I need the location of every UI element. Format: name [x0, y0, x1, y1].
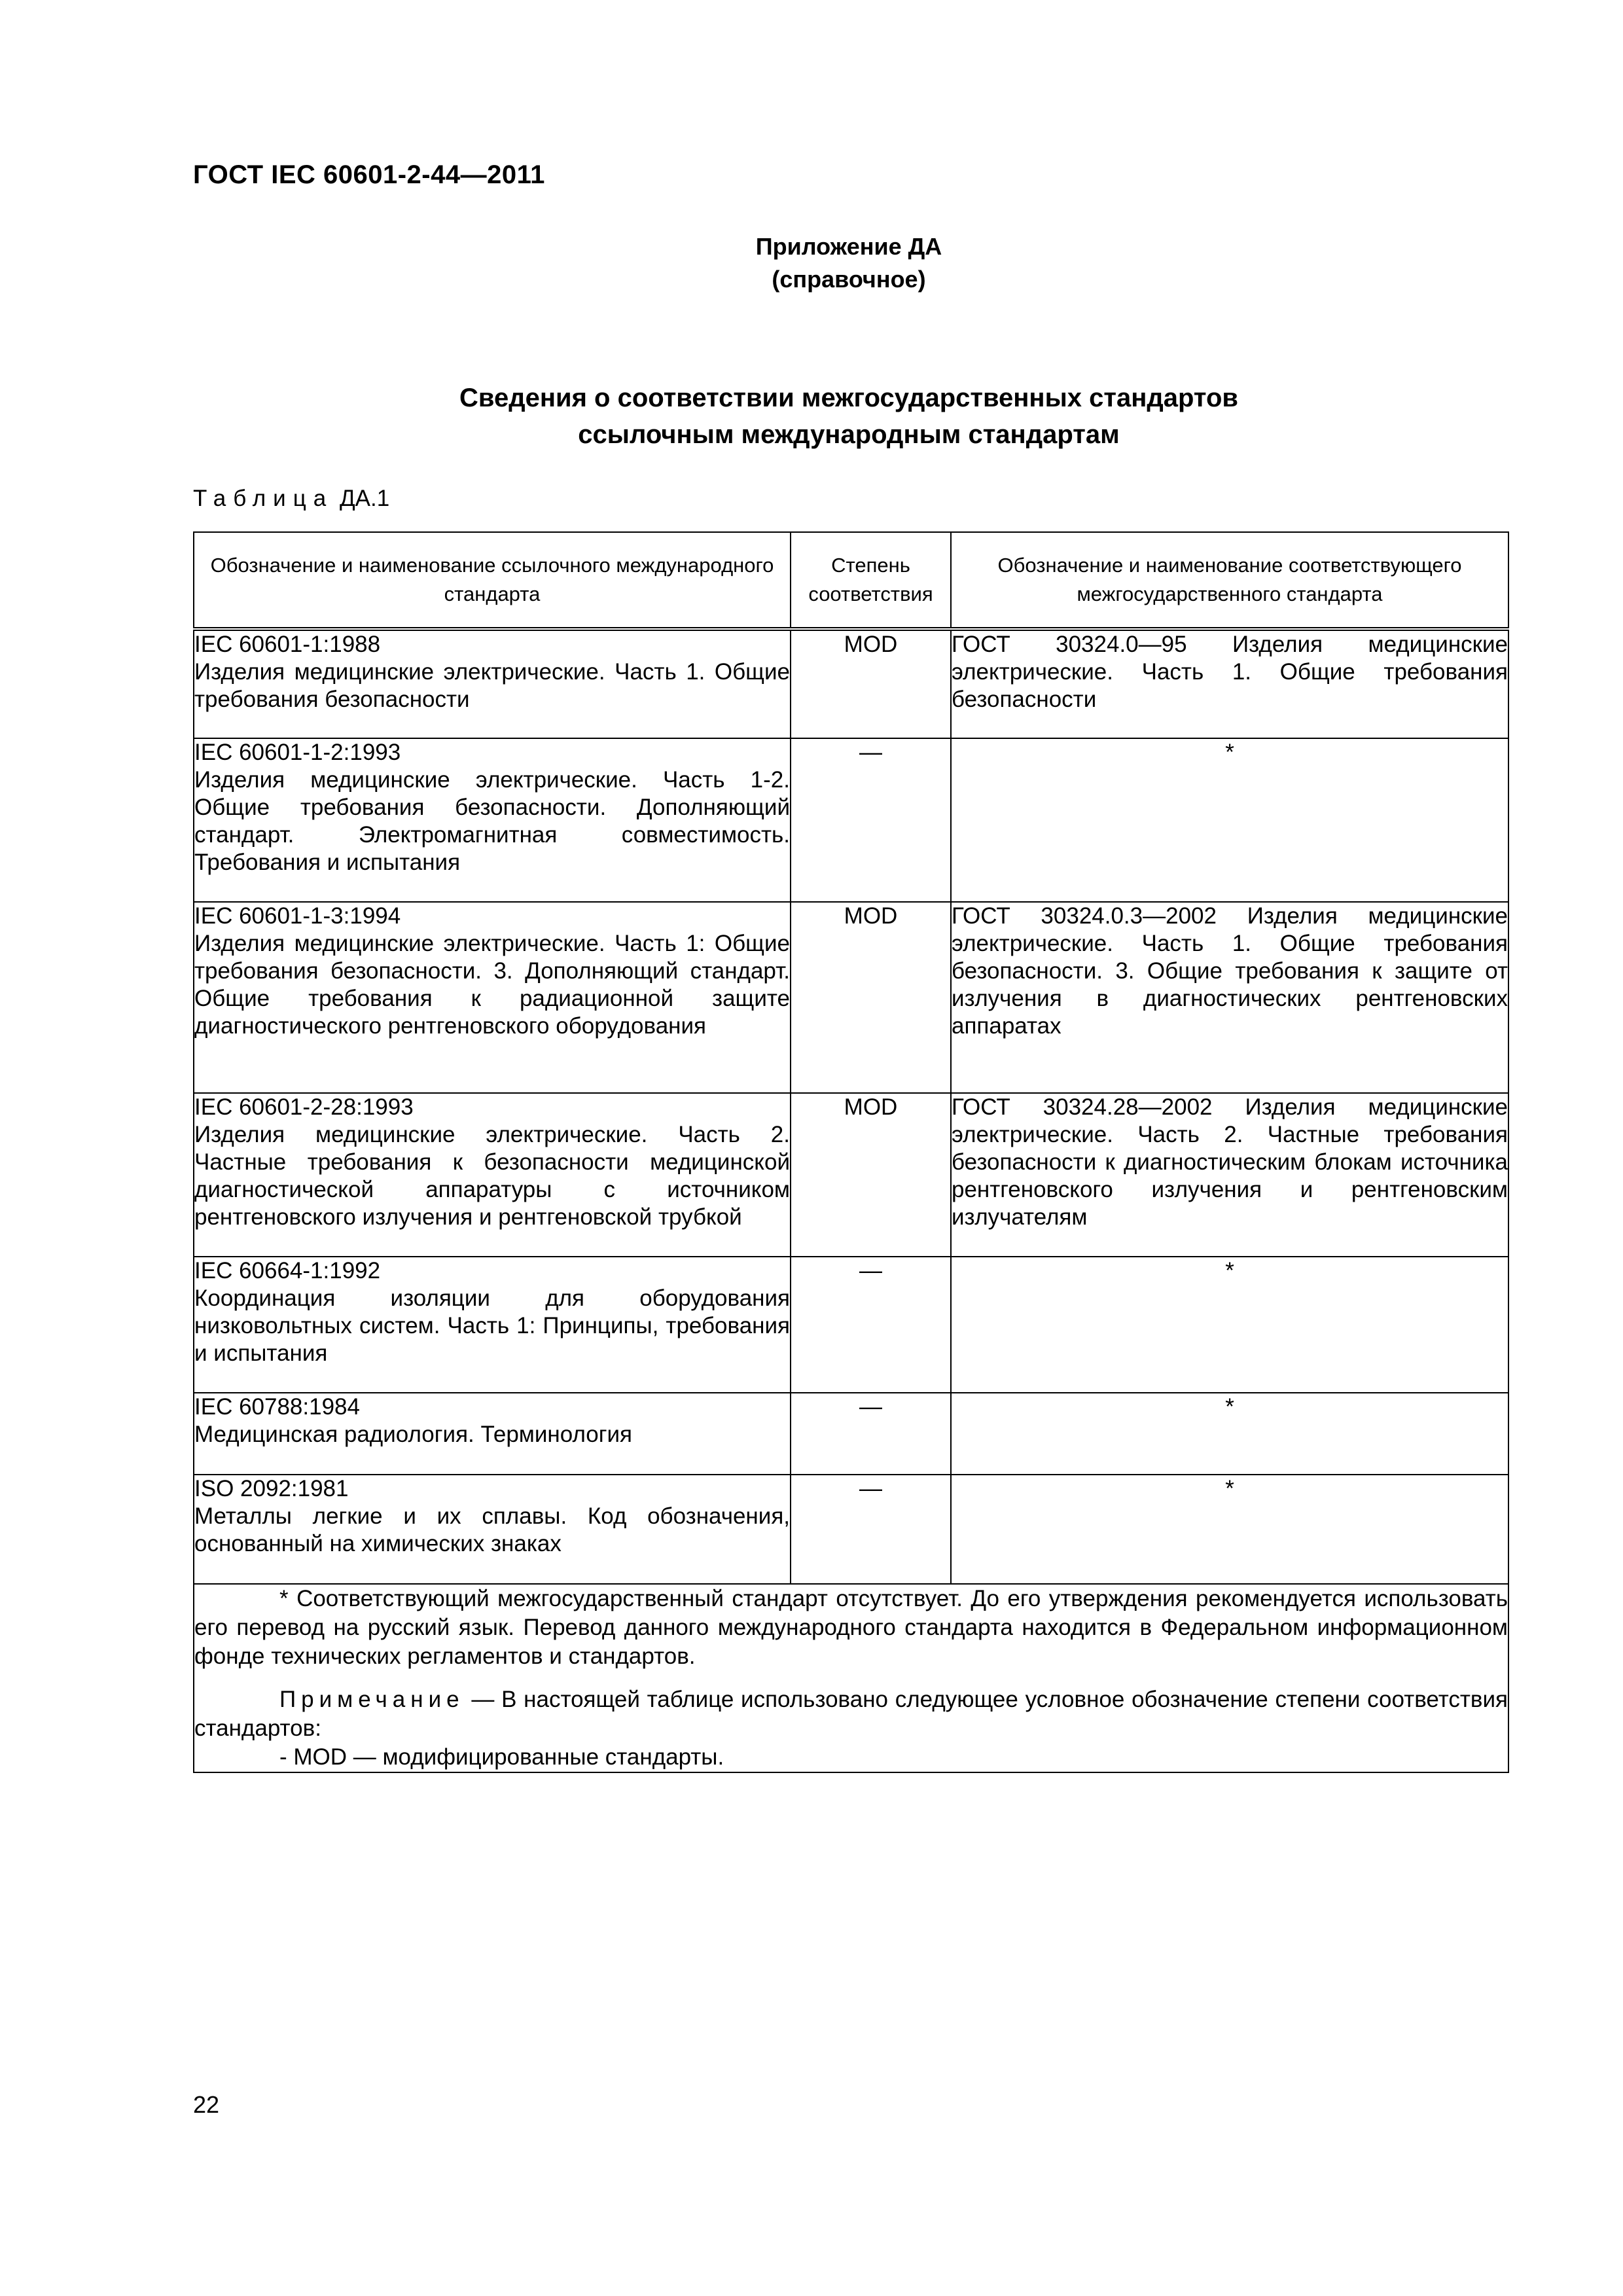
standard-name: Координация изоляции для оборудования низковольтных систем. Часть 1: Принципы, требования и испытания: [194, 1285, 790, 1366]
interstate-standard-cell: *: [951, 1257, 1508, 1393]
note-list-item: - MOD — модифицированные стандарты.: [279, 1744, 724, 1770]
table-header-row: [194, 532, 1508, 629]
correspondence-table: [193, 531, 1509, 1773]
appendix-kind: (справочное): [772, 266, 926, 293]
standard-name: Металлы легкие и их сплавы. Код обозначения, основанный на химических знаках: [194, 1503, 790, 1556]
degree-cell: MOD: [791, 902, 951, 1093]
header-interstate-standard: Обозначение и наименование соответствующего межгосударственного стандарта: [951, 532, 1508, 629]
standard-name: Изделия медицинские электрические. Часть 1. Общие требования безопасности: [194, 659, 790, 712]
footnote-cell: [194, 1584, 1508, 1772]
degree-cell: MOD: [791, 629, 951, 738]
footnote-row: [194, 1584, 1508, 1772]
international-standard-cell: [194, 1393, 791, 1475]
footnote-text: * Соответствующий межгосударственный стандарт отсутствует. До его утверждения рекомендуется использовать его перевод на русский язык. Перевод данного международного стандарта находится в Федеральном информационном фонде технических регламентов и стандартов.: [194, 1586, 1508, 1669]
table-row: [194, 1475, 1508, 1584]
standard-name: Изделия медицинские электрические. Часть 2. Частные требования к безопасности медицинской диагностической аппаратуры с источником рентгеновского излучения и рентгеновской трубкой: [194, 1122, 790, 1230]
table-row: [194, 1257, 1508, 1393]
page-title-line-2: ссылочным международным стандартам: [578, 420, 1120, 449]
document-designation: ГОСТ IEC 60601-2-44—2011: [193, 160, 545, 189]
table-row: [194, 629, 1508, 738]
table-row: [194, 1093, 1508, 1257]
interstate-standard-cell: *: [951, 1475, 1508, 1584]
header-degree: Степень соответствия: [791, 532, 951, 629]
page-number: 22: [193, 2091, 220, 2118]
page-title-line-1: Сведения о соответствии межгосударственных стандартов: [459, 384, 1238, 412]
degree-cell: —: [791, 738, 951, 902]
international-standard-cell: [194, 1475, 791, 1584]
standard-code: IEC 60601-1-3:1994: [194, 903, 401, 929]
note-text: — В настоящей таблице использовано следующее условное обозначение степени соответствия стандартов:: [194, 1687, 1508, 1741]
international-standard-cell: [194, 1093, 791, 1257]
appendix-title: Приложение ДА: [755, 233, 942, 260]
degree-cell: —: [791, 1475, 951, 1584]
degree-cell: —: [791, 1393, 951, 1475]
standard-code: IEC 60664-1:1992: [194, 1258, 381, 1283]
table-note: [194, 1685, 1508, 1743]
international-standard-cell: [194, 738, 791, 902]
table-label: [193, 486, 389, 512]
header-international-standard: Обозначение и наименование ссылочного международного стандарта: [194, 532, 791, 629]
table-row: [194, 902, 1508, 1093]
standard-name: Медицинская радиология. Терминология: [194, 1422, 632, 1447]
interstate-standard-cell: *: [951, 738, 1508, 902]
international-standard-cell: [194, 1257, 791, 1393]
international-standard-cell: [194, 629, 791, 738]
degree-cell: MOD: [791, 1093, 951, 1257]
table-label-prefix: Таблица: [193, 486, 334, 511]
degree-cell: —: [791, 1257, 951, 1393]
interstate-standard-cell: ГОСТ 30324.0—95 Изделия медицинские электрические. Часть 1. Общие требования безопасности: [951, 629, 1508, 738]
standard-code: IEC 60601-1-2:1993: [194, 740, 401, 765]
table-row: [194, 1393, 1508, 1475]
note-label: Примечание: [279, 1687, 465, 1712]
table-row: [194, 738, 1508, 902]
standard-code: IEC 60788:1984: [194, 1394, 360, 1420]
interstate-standard-cell: *: [951, 1393, 1508, 1475]
standard-code: IEC 60601-2-28:1993: [194, 1094, 414, 1120]
standard-name: Изделия медицинские электрические. Часть 1-2. Общие требования безопасности. Дополняющий стандарт. Электромагнитная совместимость. Требования и испытания: [194, 767, 790, 875]
table-label-number: ДА.1: [339, 486, 390, 511]
standard-code: IEC 60601-1:1988: [194, 632, 381, 657]
interstate-standard-cell: ГОСТ 30324.28—2002 Изделия медицинские электрические. Часть 2. Частные требования безопасности к диагностическим блокам источника рентгеновского излучения и рентгеновским излучателям: [951, 1093, 1508, 1257]
standard-name: Изделия медицинские электрические. Часть 1: Общие требования безопасности. 3. Дополняющий стандарт. Общие требования к радиационной защите диагностического рентгеновского оборудования: [194, 931, 790, 1039]
interstate-standard-cell: ГОСТ 30324.0.3—2002 Изделия медицинские электрические. Часть 1. Общие требования безопасности. 3. Общие требования к защите от излучения в диагностических рентгеновских аппаратах: [951, 902, 1508, 1093]
standard-code: ISO 2092:1981: [194, 1476, 349, 1501]
international-standard-cell: [194, 902, 791, 1093]
